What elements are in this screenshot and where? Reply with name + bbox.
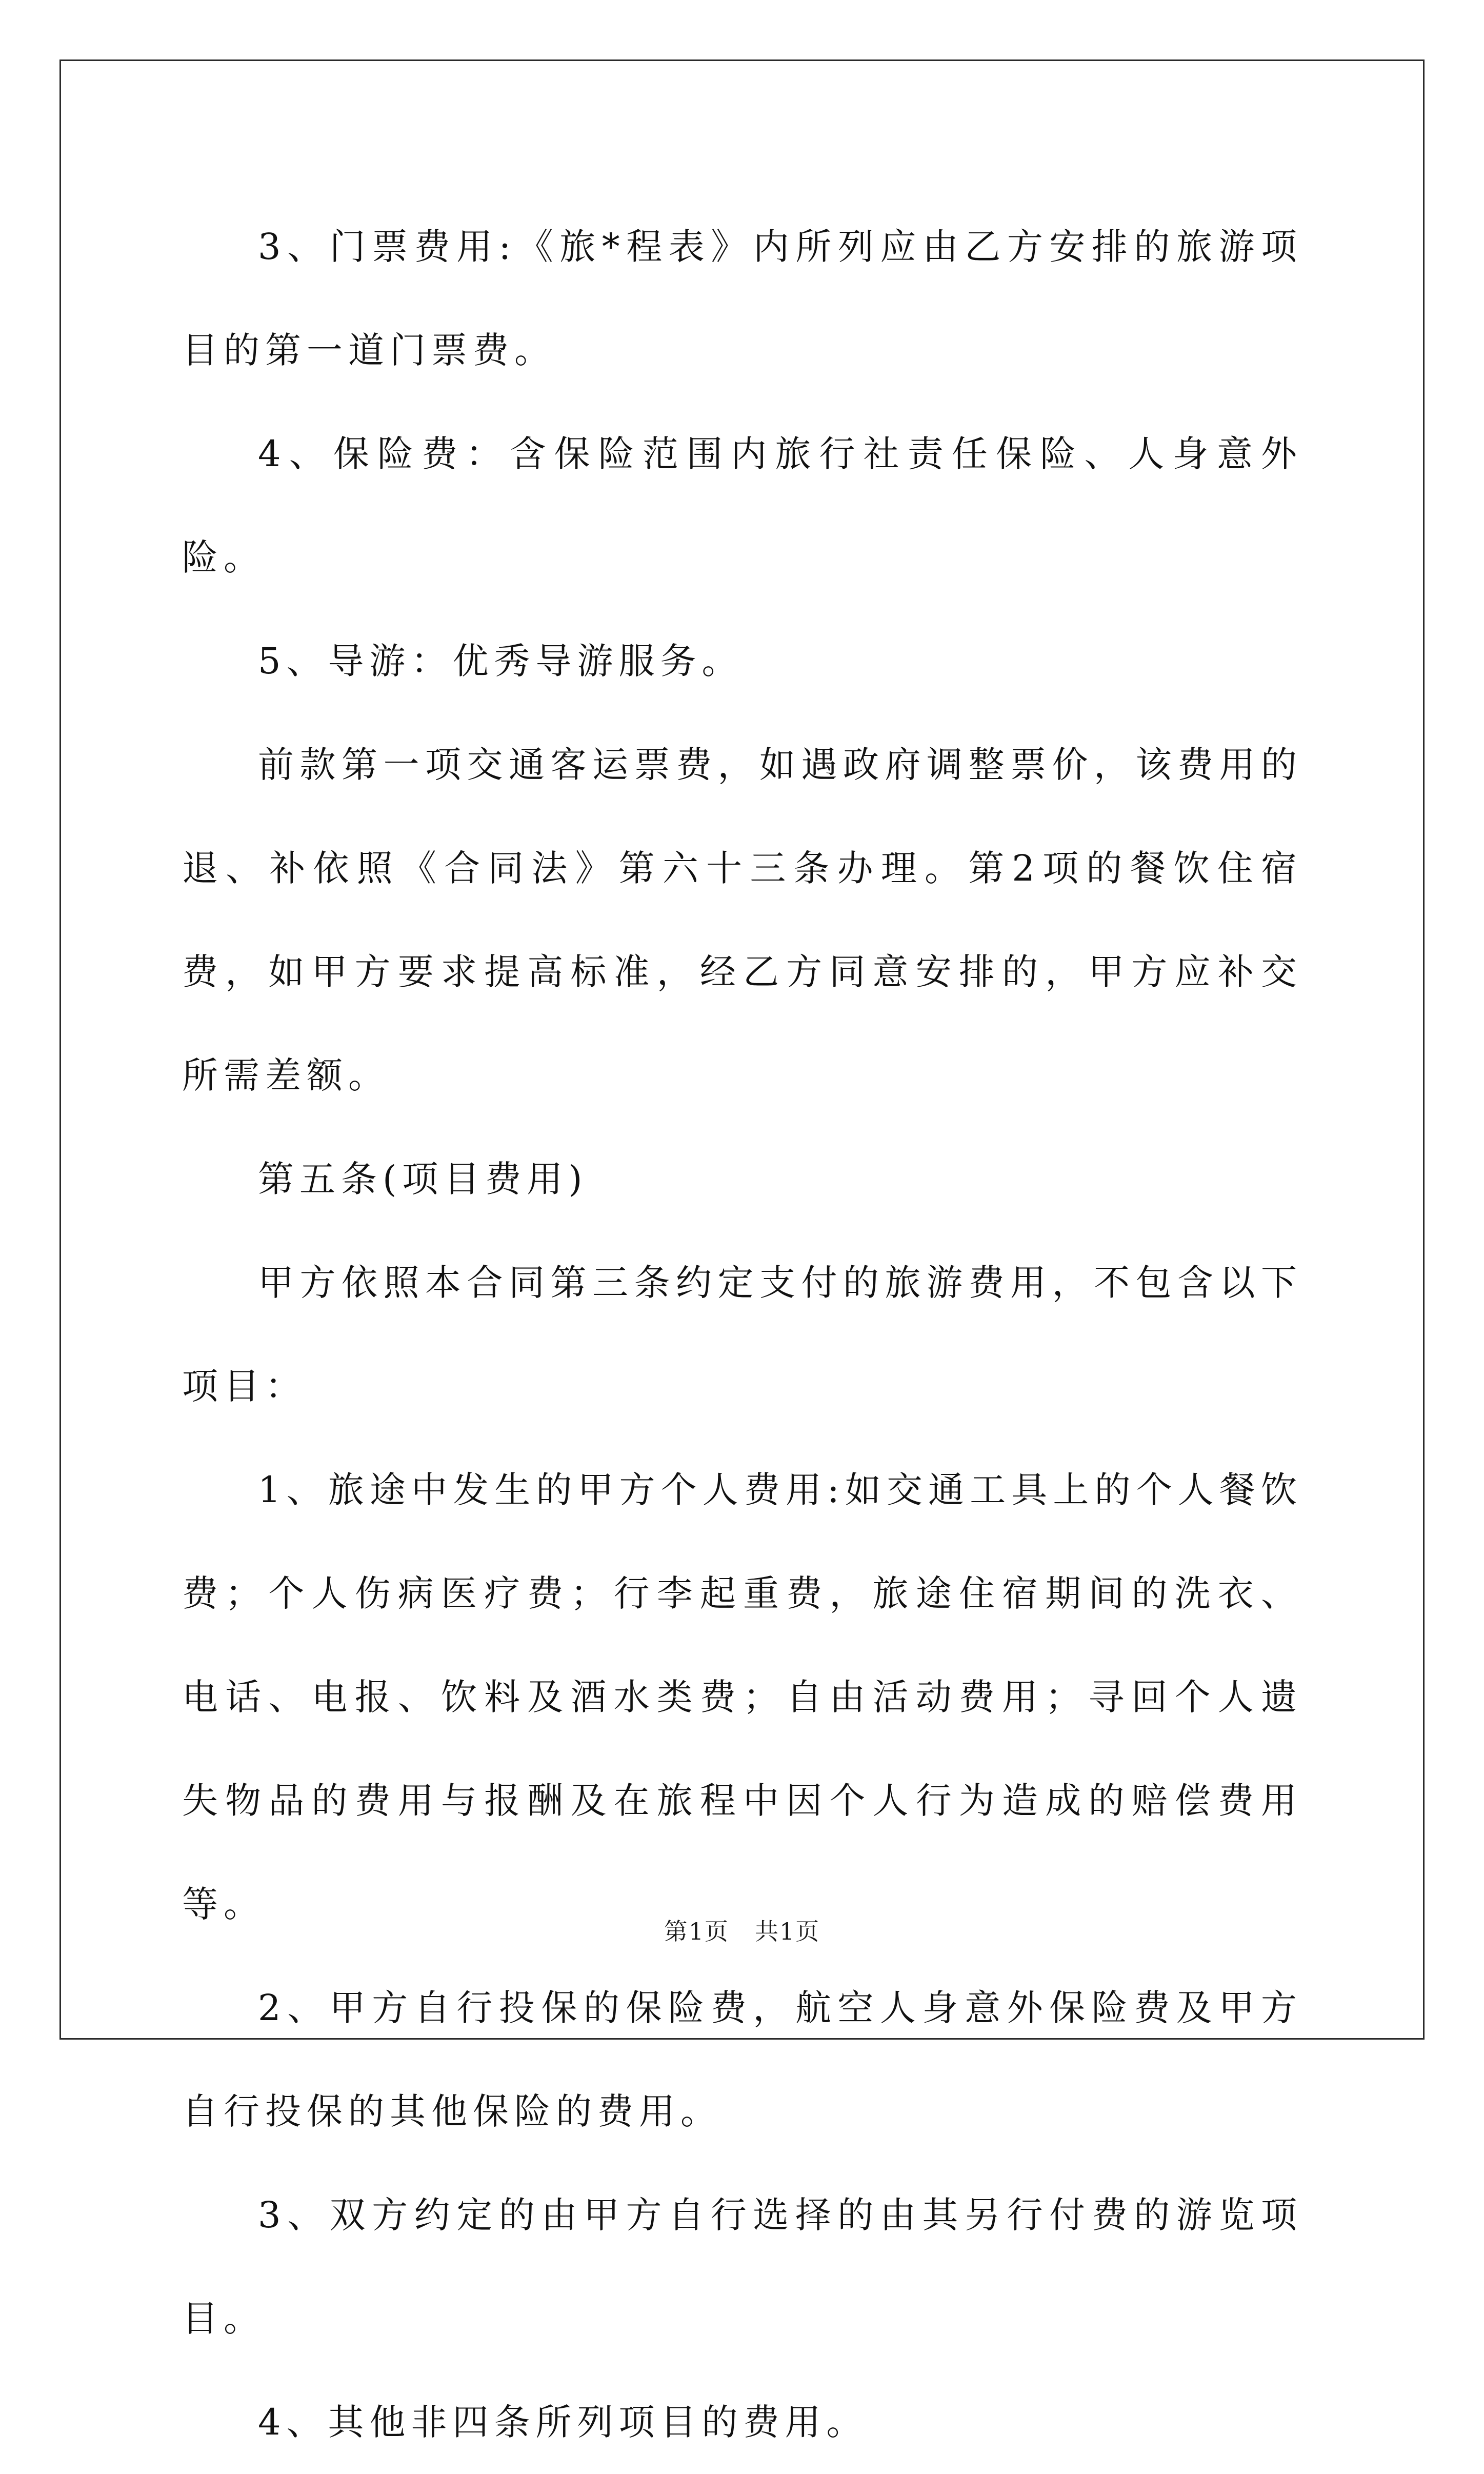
- paragraph-exclusions-intro: 甲方依照本合同第三条约定支付的旅游费用，不包含以下项目：: [182, 1262, 1302, 1407]
- paragraph-insurance-fees: 4、保险费：含保险范围内旅行社责任保险、人身意外险。: [182, 433, 1302, 578]
- paragraph-tour-guide: 5、导游：优秀导游服务。: [258, 640, 744, 682]
- page-footer: [0, 1913, 1484, 1947]
- paragraph-admission-fees: 3、门票费用:《旅*程表》内所列应由乙方安排的旅游项目的第一道门票费。: [182, 226, 1302, 371]
- paragraph-fare-adjustment: 前款第一项交通客运票费，如遇政府调整票价，该费用的退、补依照《合同法》第六十三条办理。第2项的餐饮住宿费，如甲方要求提高标准，经乙方同意安排的，甲方应补交所需差额。: [182, 744, 1302, 1096]
- paragraph-personal-expenses: 1、旅途中发生的甲方个人费用:如交通工具上的个人餐饮费；个人伤病医疗费；行李起重费，旅途住宿期间的洗衣、电话、电报、饮料及酒水类费；自由活动费用；寻回个人遗失物品的费用与报酬及在旅程中因个人行为造成的赔偿费用等。: [182, 1469, 1302, 1925]
- paragraph-other-fees: 4、其他非四条所列项目的费用。: [258, 2401, 868, 2443]
- paragraph-optional-tours: 3、双方约定的由甲方自行选择的由其另行付费的游览项目。: [182, 2194, 1302, 2340]
- document-body: [182, 195, 1302, 2474]
- section-heading-article-5: 第五条(项目费用): [258, 1158, 588, 1200]
- page-number-current: 第1页: [664, 1918, 729, 1945]
- page-number-total: 共1页: [755, 1918, 820, 1945]
- paragraph-self-insurance: 2、甲方自行投保的保险费，航空人身意外保险费及甲方自行投保的其他保险的费用。: [182, 1987, 1302, 2132]
